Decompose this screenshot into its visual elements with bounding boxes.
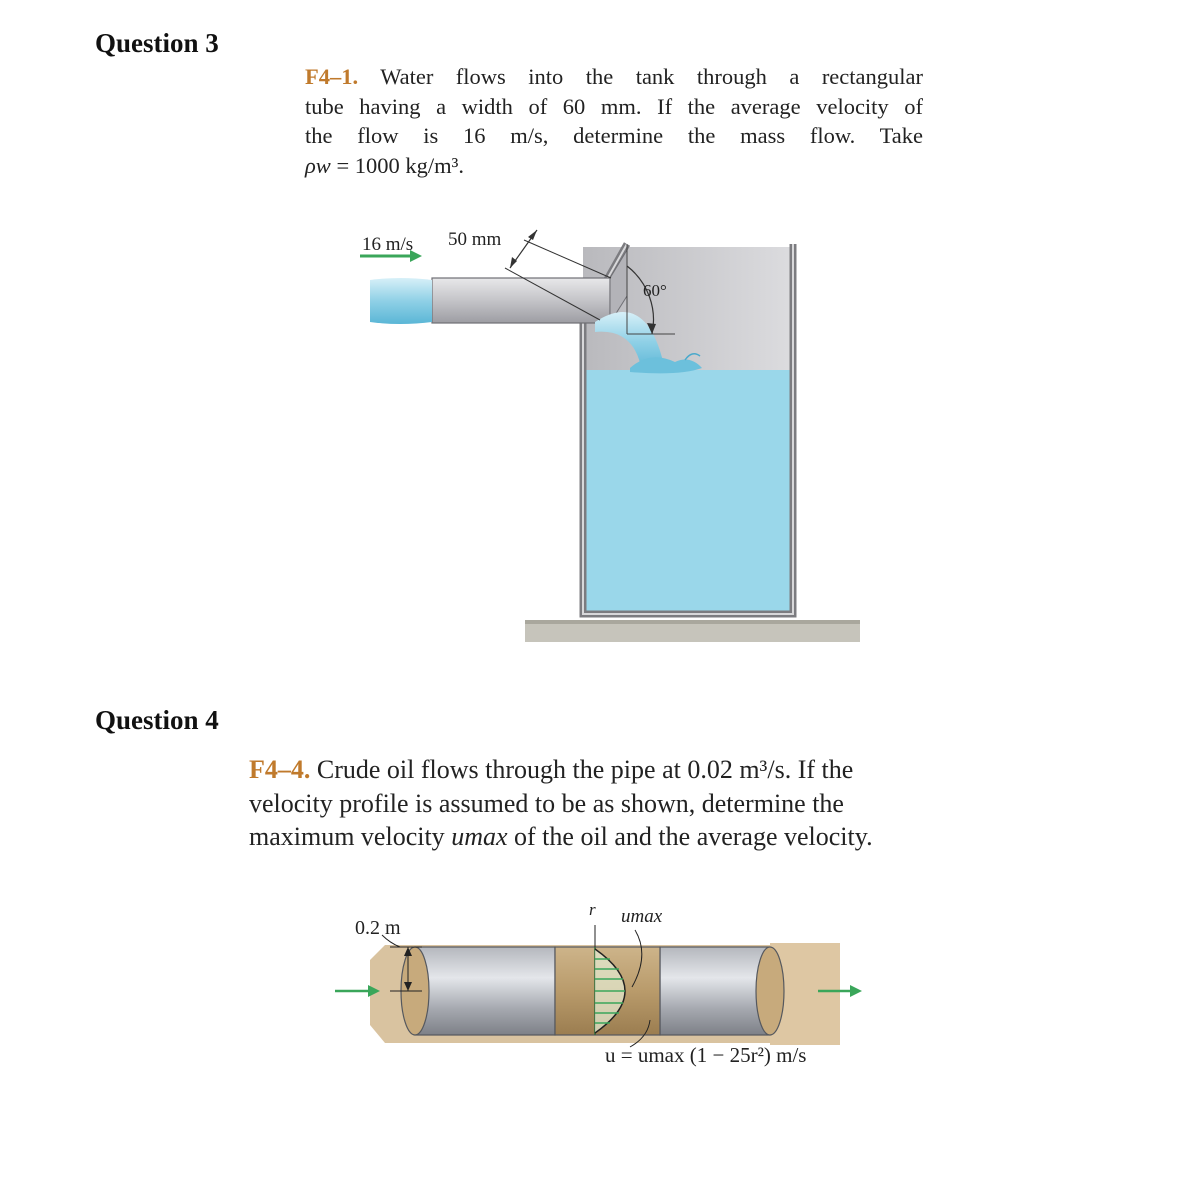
dim-arrowhead-top (528, 230, 537, 240)
dimension-label: 50 mm (448, 229, 502, 250)
pipe-figure (330, 925, 870, 1055)
incoming-water (370, 278, 432, 324)
umax-label: umax (621, 906, 663, 927)
tank-water (583, 370, 793, 613)
inlet-tube (432, 278, 610, 323)
tank-figure (330, 210, 870, 650)
radius-label: 0.2 m (355, 917, 401, 939)
problem-line-3: the flow is 16 m/s, determine the mass flow. Take (305, 123, 923, 148)
problem-line-3a: maximum velocity (249, 822, 452, 851)
problem-line-2: tube having a width of 60 mm. If the average velocity of (305, 93, 923, 119)
question-3-heading: Question 3 (95, 28, 219, 58)
pipe-left-section (415, 947, 555, 1035)
problem-f4-4-text (249, 753, 961, 854)
density-value: = 1000 kg/m³. (336, 152, 464, 178)
flow-arrow-out-head (850, 985, 862, 997)
problem-number: F4–1. (305, 64, 359, 89)
problem-line-3b: of the oil and the average velocity. (507, 822, 873, 851)
angle-label: 60° (643, 281, 667, 300)
pipe-right-section (660, 947, 770, 1035)
ground-edge (525, 620, 860, 624)
umax-symbol: umax (451, 822, 508, 851)
question-4-heading: Question 4 (95, 705, 219, 735)
problem-line-1: Water flows into the tank through a rectangular (380, 64, 923, 89)
problem-number: F4–4. (249, 755, 311, 784)
r-label: r (589, 900, 596, 919)
density-symbol: ρw (305, 152, 331, 178)
problem-line-1: Crude oil flows through the pipe at 0.02 m³/s. If the (316, 755, 854, 784)
problem-f4-1-text (305, 62, 923, 180)
velocity-equation: u = umax (1 − 25r²) m/s (605, 1043, 807, 1067)
pipe-end-right (756, 947, 784, 1035)
velocity-label: 16 m/s (362, 234, 414, 255)
problem-line-2: velocity profile is assumed to be as shown, determine the (249, 788, 844, 818)
